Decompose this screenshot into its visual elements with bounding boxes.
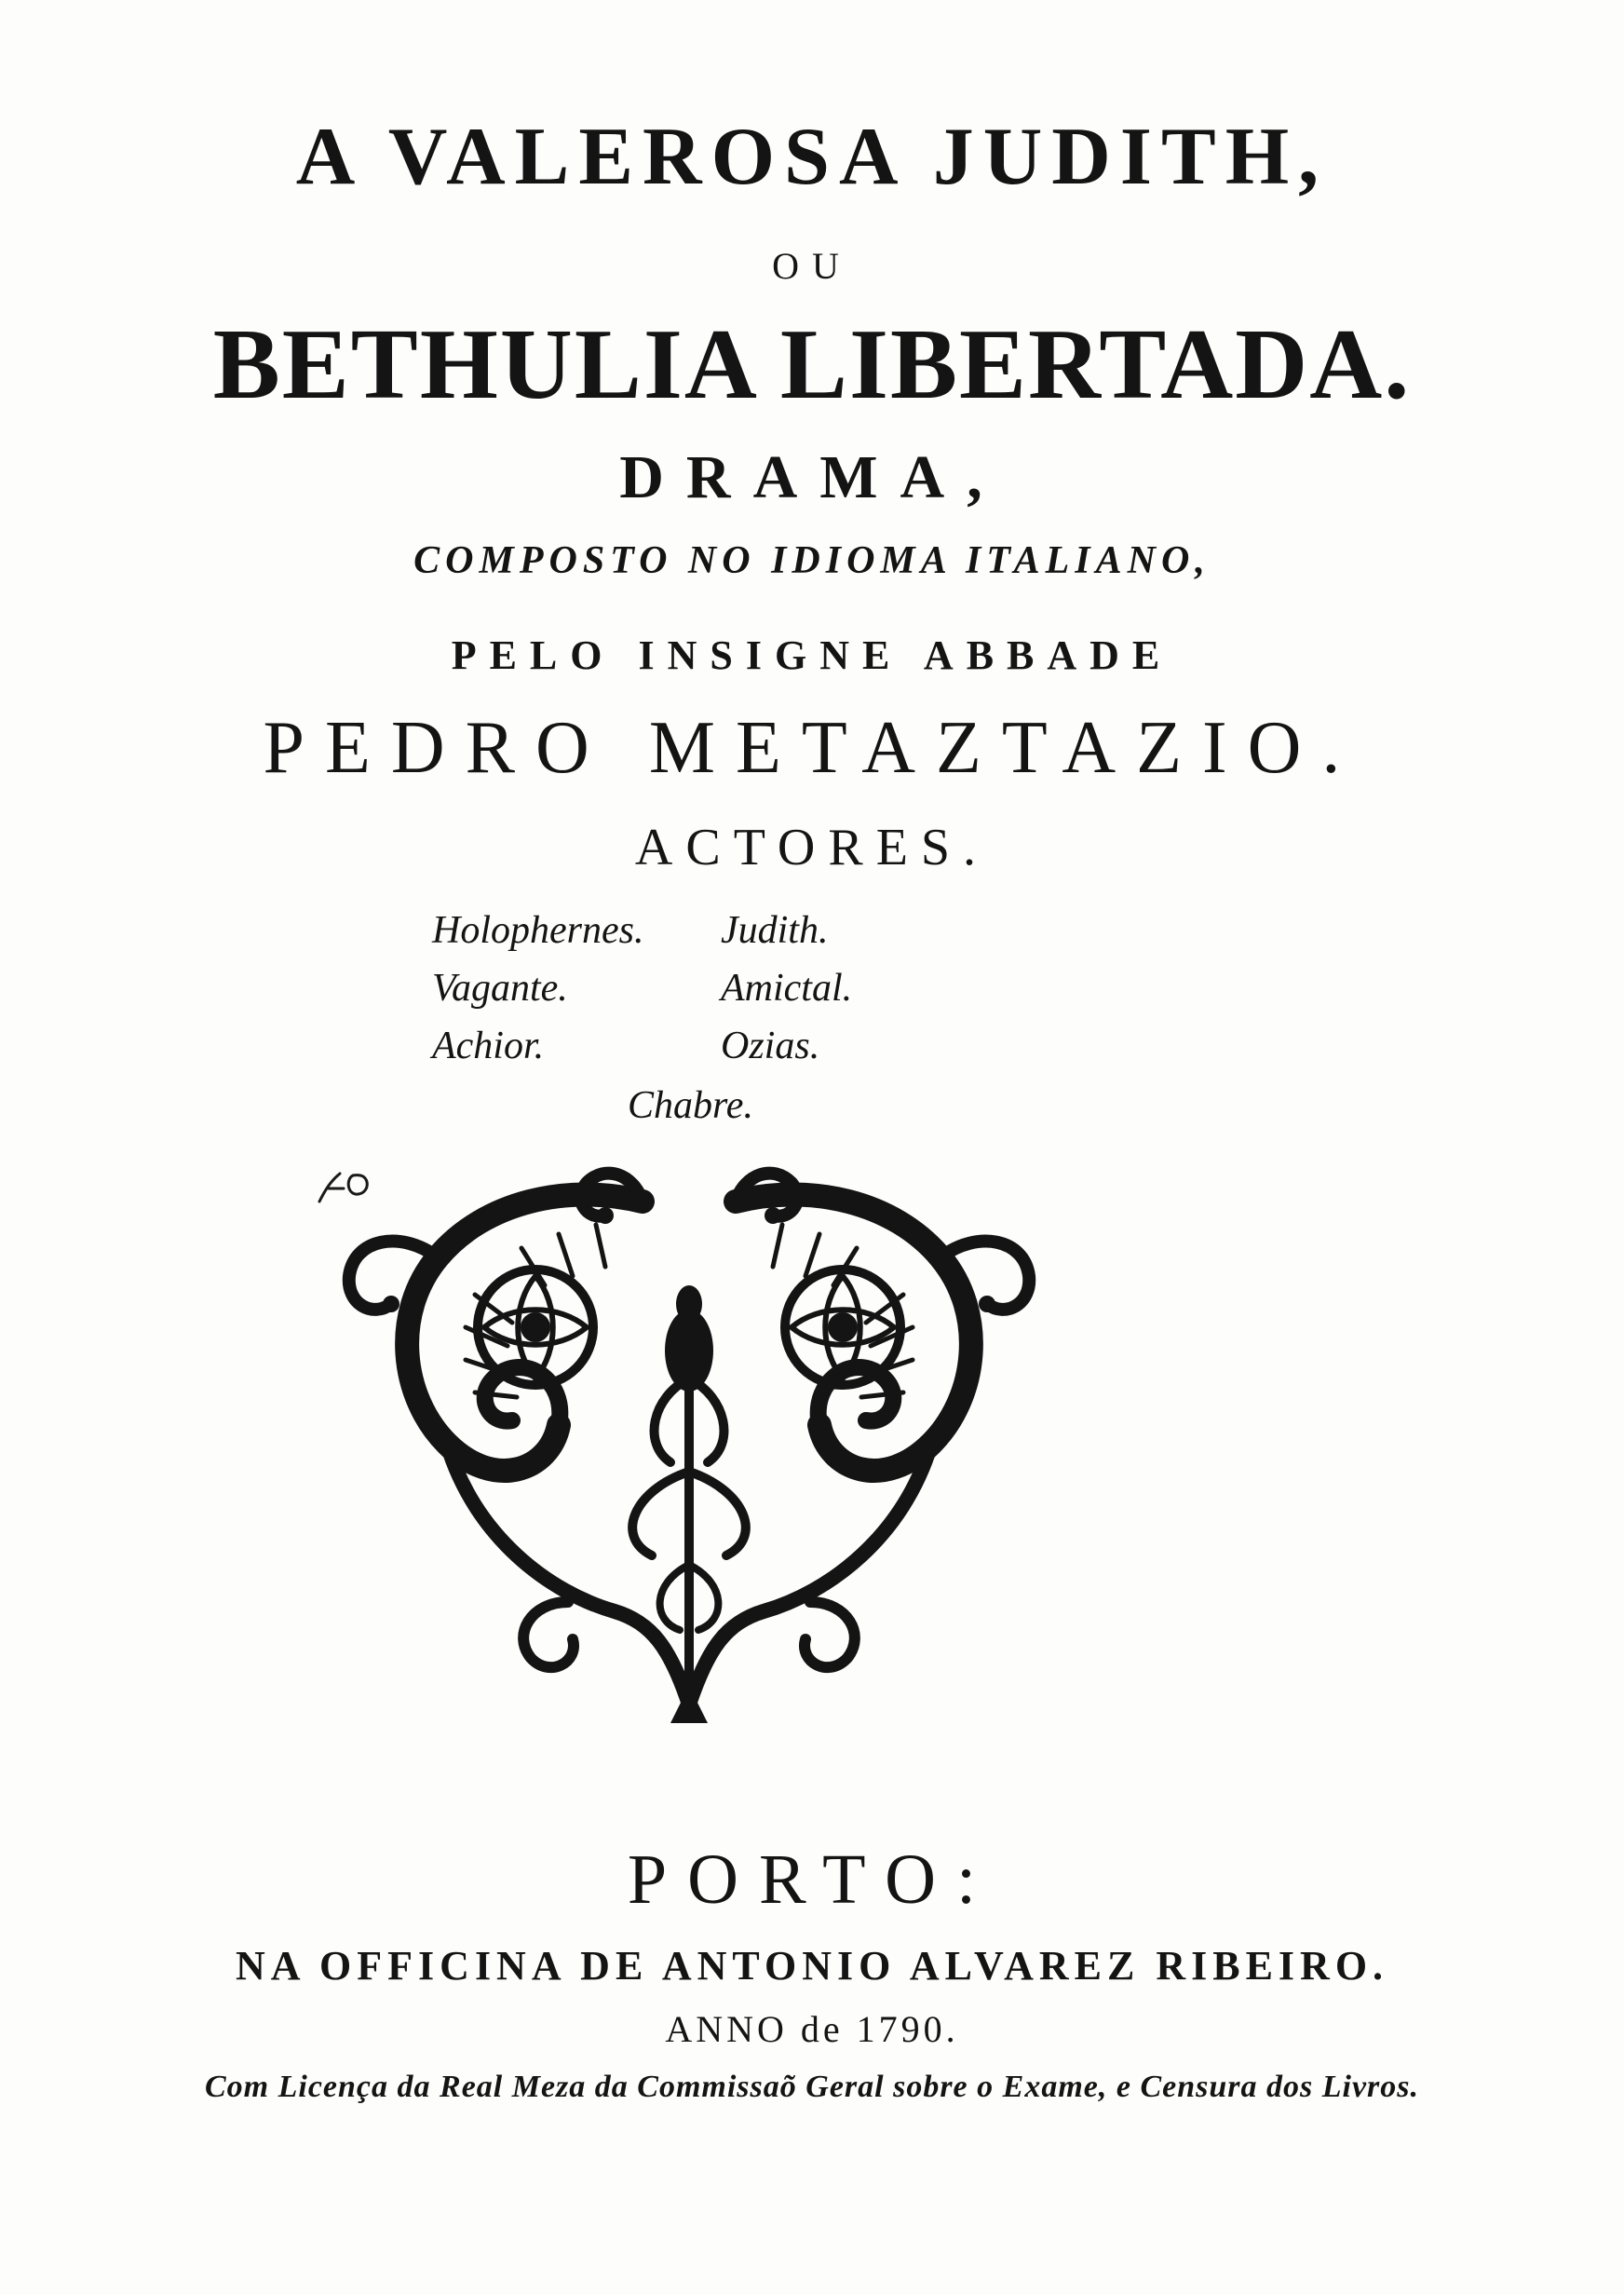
acanthus-scroll-ornament-icon [335, 1164, 1043, 1742]
by-line: PELO INSIGNE ABBADE [451, 632, 1173, 678]
title-connector: OU [772, 245, 852, 287]
imprint-year: ANNO de 1790. [665, 2008, 959, 2050]
license-line: Com Licença da Real Meza da Commissaõ Geral sobre o Exame, e Censura dos Livros. [205, 2070, 1419, 2104]
author-name: PEDRO METAZTAZIO. [263, 707, 1361, 789]
imprint-place: PORTO: [627, 1840, 997, 1919]
actor-name: Judith. [721, 909, 829, 952]
actors-heading: ACTORES. [634, 819, 990, 876]
title-line-1: A VALEROSA JUDITH, [295, 112, 1329, 202]
actor-name: Amictal. [721, 967, 853, 1010]
composed-line: COMPOSTO NO IDIOMA ITALIANO, [413, 539, 1211, 582]
actors-list [432, 908, 954, 1150]
actor-name: Holophernes. [432, 909, 644, 952]
imprint-printer: NA OFFICINA DE ANTONIO ALVAREZ RIBEIRO. [235, 1943, 1389, 1989]
title-line-2: BETHULIA LIBERTADA. [212, 309, 1412, 420]
actor-name: Vagante. [432, 967, 568, 1010]
actor-name: Achior. [432, 1025, 545, 1067]
genre-label: DRAMA, [619, 443, 1005, 511]
actor-name: Ozias. [721, 1025, 820, 1067]
actor-name: Chabre. [628, 1084, 753, 1127]
